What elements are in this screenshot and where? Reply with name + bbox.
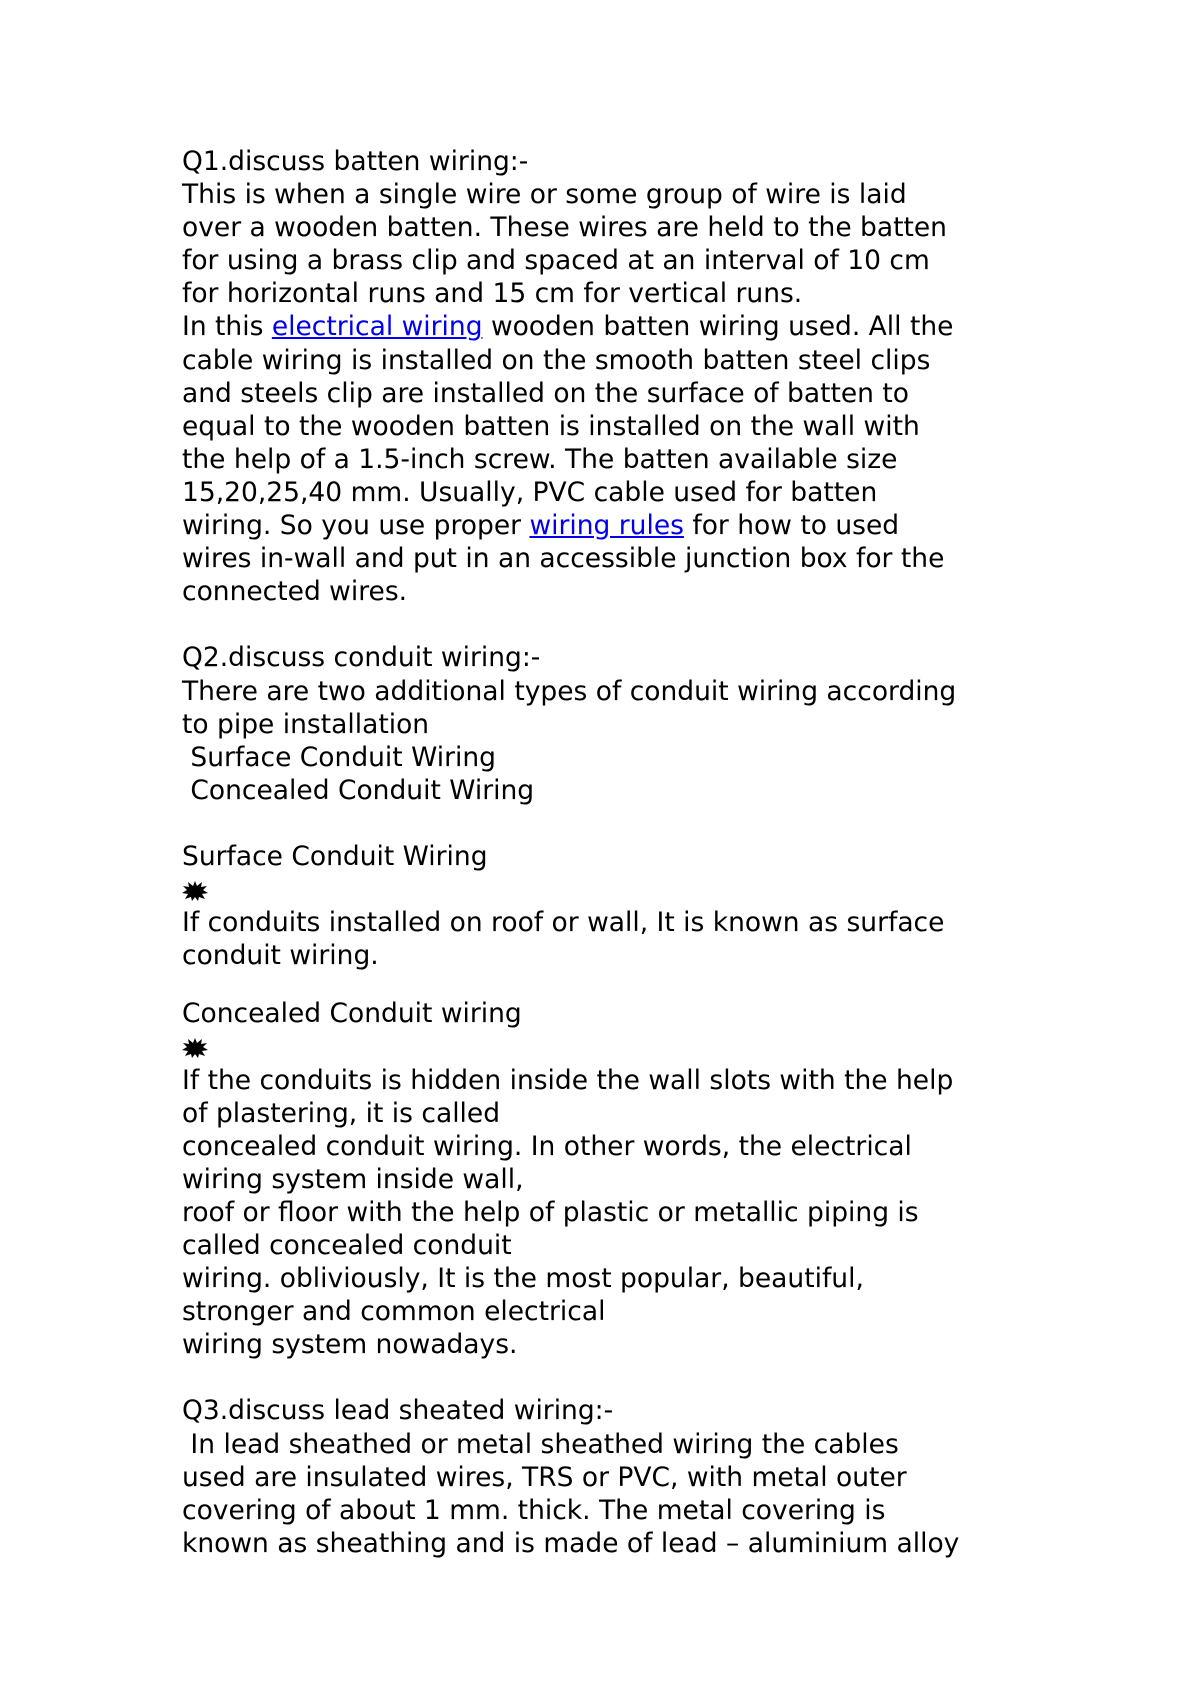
wiring-rules-link[interactable]: wiring rules bbox=[529, 510, 684, 542]
q1-text-line: This is when a single wire or some group of wire is laid bbox=[182, 179, 907, 211]
bullet-row bbox=[182, 873, 1042, 906]
concealed-conduit-text: If the conduits is hidden inside the wall slots with the help bbox=[182, 1064, 954, 1096]
q3-text-line: In lead sheathed or metal sheathed wiring the cables bbox=[182, 1428, 899, 1460]
q1-text-line: 15,20,25,40 mm. Usually, PVC cable used for batten bbox=[182, 476, 878, 508]
concealed-conduit-text: roof or floor with the help of plastic or metallic piping is bbox=[182, 1196, 919, 1228]
spacer bbox=[182, 807, 1042, 840]
concealed-conduit-text: stronger and common electrical bbox=[182, 1296, 606, 1328]
q1-text-line: the help of a 1.5-inch screw. The batten available size bbox=[182, 443, 898, 475]
bullet-row bbox=[182, 1030, 1042, 1063]
q1-text-line: wires in-wall and put in an accessible junction box for the bbox=[182, 543, 945, 575]
starburst-bullet-icon bbox=[182, 1038, 208, 1058]
q2-heading: Q2.discuss conduit wiring:- bbox=[182, 642, 541, 674]
q3-heading: Q3.discuss lead sheated wiring:- bbox=[182, 1395, 614, 1427]
concealed-conduit-text: concealed conduit wiring. In other words, the electrical bbox=[182, 1130, 912, 1162]
q2-type-item: Concealed Conduit Wiring bbox=[182, 774, 535, 806]
electrical-wiring-link[interactable]: electrical wiring bbox=[271, 311, 483, 343]
spacer bbox=[182, 1361, 1042, 1394]
spacer bbox=[182, 972, 1042, 997]
concealed-conduit-text: wiring system nowadays. bbox=[182, 1329, 518, 1361]
concealed-conduit-text: called concealed conduit bbox=[182, 1230, 512, 1261]
q1-text-line: for using a brass clip and spaced at an interval of 10 cm bbox=[182, 245, 930, 277]
q2-type-item: Surface Conduit Wiring bbox=[182, 741, 496, 773]
q1-heading: Q1.discuss batten wiring:- bbox=[182, 146, 529, 177]
surface-conduit-text: If conduits installed on roof or wall, It is known as surface bbox=[182, 907, 945, 939]
q2-text-line: There are two additional types of conduit wiring according bbox=[182, 675, 957, 707]
q1-text-line bbox=[182, 509, 1042, 542]
surface-conduit-text: conduit wiring. bbox=[182, 940, 379, 972]
q1-text-line: over a wooden batten. These wires are held to the batten bbox=[182, 212, 947, 244]
q1-text-line: cable wiring is installed on the smooth batten steel clips bbox=[182, 344, 931, 376]
q1-text-line: and steels clip are installed on the surface of batten to bbox=[182, 377, 910, 409]
q1-text-line: for horizontal runs and 15 cm for vertical runs. bbox=[182, 278, 803, 310]
starburst-bullet-icon bbox=[182, 881, 208, 901]
q1-text-line: connected wires. bbox=[182, 576, 408, 608]
text-span: for how to used bbox=[683, 510, 900, 542]
q2-text-line: to pipe installation bbox=[182, 708, 430, 740]
text-span: wiring. So you use proper bbox=[182, 510, 530, 542]
text-span: In this bbox=[182, 311, 272, 343]
document-page bbox=[182, 145, 1042, 1560]
concealed-conduit-title: Concealed Conduit wiring bbox=[182, 998, 522, 1030]
concealed-conduit-text: wiring. obliviously, It is the most popular, beautiful, bbox=[182, 1263, 864, 1295]
q3-text-line: used are insulated wires, TRS or PVC, with metal outer bbox=[182, 1461, 907, 1493]
concealed-conduit-text: wiring system inside wall, bbox=[182, 1163, 524, 1195]
spacer bbox=[182, 608, 1042, 641]
q1-text-line: equal to the wooden batten is installed on the wall with bbox=[182, 410, 920, 442]
text-span: wooden batten wiring used. All the bbox=[482, 311, 954, 343]
q3-text-line: covering of about 1 mm. thick. The metal covering is bbox=[182, 1494, 886, 1526]
concealed-conduit-text: of plastering, it is called bbox=[182, 1097, 501, 1129]
q3-text-line: known as sheathing and is made of lead – aluminium alloy bbox=[182, 1527, 960, 1559]
surface-conduit-title: Surface Conduit Wiring bbox=[182, 840, 488, 872]
q1-text-line bbox=[182, 310, 1042, 343]
